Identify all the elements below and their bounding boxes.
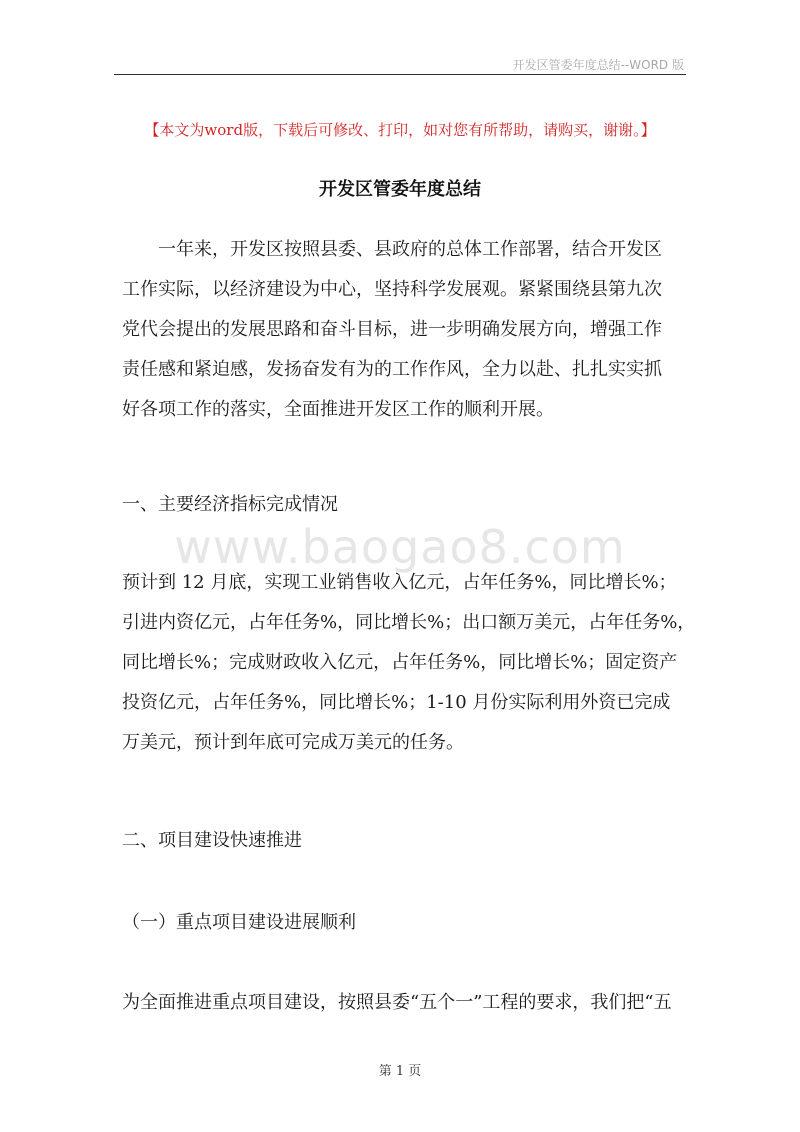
paragraph-line: 工作实际，以经济建设为中心，坚持科学发展观。紧紧围绕县第九次 — [122, 279, 662, 300]
paragraph-line: 投资亿元，占年任务%，同比增长%；1-10 月份实际利用外资已完成 — [122, 692, 671, 713]
paragraph-line: 预计到 12 月底，实现工业销售收入亿元，占年任务%，同比增长%； — [122, 572, 677, 593]
paragraph-line: 万美元，预计到年底可完成万美元的任务。 — [122, 732, 464, 753]
page-number: 第 1 页 — [378, 1064, 422, 1079]
document-title: 开发区管委年度总结 — [319, 179, 481, 200]
running-header: 开发区管委年度总结--WORD 版 — [512, 58, 684, 72]
paragraph-line: 责任感和紧迫感，发扬奋发有为的工作作风，全力以赴、扎扎实实抓 — [122, 359, 662, 380]
section-heading-1: 一、主要经济指标完成情况 — [122, 494, 338, 515]
project-paragraph — [122, 983, 687, 1023]
subsection-heading: （一）重点项目建设进展顺利 — [122, 912, 356, 933]
paragraph-line: 党代会提出的发展思路和奋斗目标，进一步明确发展方向，增强工作 — [122, 319, 662, 340]
economic-indicators-paragraph — [122, 563, 696, 763]
paragraph-line: 一年来，开发区按照县委、县政府的总体工作部署，结合开发区 — [158, 239, 662, 260]
header-divider — [114, 74, 686, 75]
intro-paragraph — [122, 230, 687, 430]
paragraph-line: 同比增长%；完成财政收入亿元，占年任务%，同比增长%；固定资产 — [122, 652, 678, 673]
paragraph-line: 好各项工作的落实，全面推进开发区工作的顺利开展。 — [122, 399, 554, 420]
purchase-notice: 【本文为word版，下载后可修改、打印，如对您有所帮助，请购买，谢谢。】 — [144, 121, 656, 139]
paragraph-line: 引进内资亿元，占年任务%，同比增长%；出口额万美元，占年任务%， — [122, 612, 696, 633]
watermark: www.baogao8.com — [174, 520, 626, 574]
paragraph-line: 为全面推进重点项目建设，按照县委“五个一”工程的要求，我们把“五 — [122, 992, 672, 1013]
section-heading-2: 二、项目建设快速推进 — [122, 830, 302, 851]
